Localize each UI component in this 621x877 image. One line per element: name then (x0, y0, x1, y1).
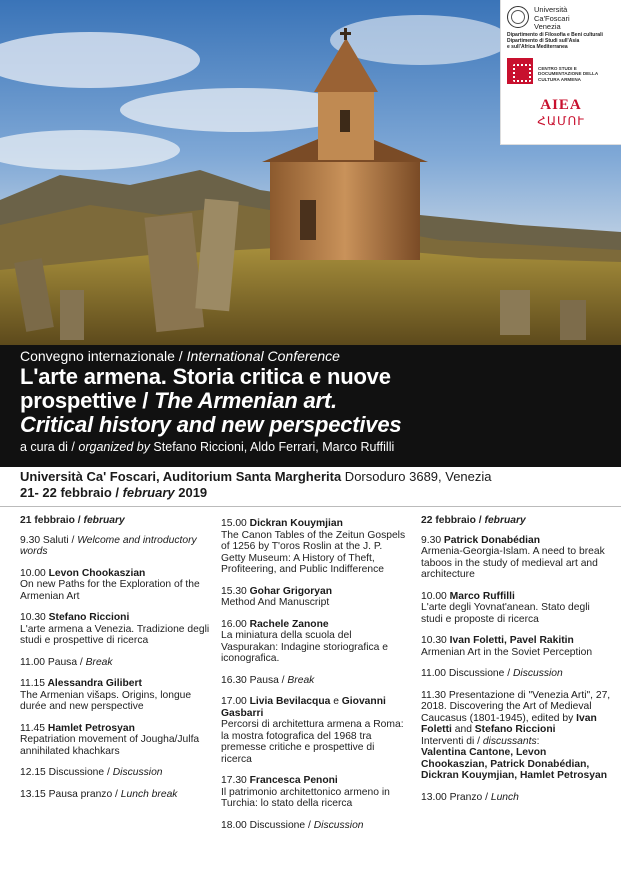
program-column-day2 (421, 515, 613, 813)
entry-heading (20, 678, 210, 690)
entry-heading (20, 612, 210, 624)
entry-heading (221, 518, 407, 530)
talk-title: Repatriation movement of Jougha/Julfa annihilated khachkars (20, 734, 200, 757)
program-entry (421, 792, 613, 804)
entry-time: 17.00 (221, 696, 247, 707)
entry-heading (421, 792, 613, 804)
entry-heading (421, 690, 613, 736)
university-name: Università Ca'Foscari Venezia (534, 5, 570, 31)
session-title-en: Discussion (512, 668, 563, 679)
program-entry (20, 657, 210, 669)
program-entry (221, 820, 407, 832)
talk-title: Method And Manuscript (221, 597, 330, 608)
program-entry (221, 696, 407, 765)
entry-time: 10.00 (20, 567, 46, 579)
speaker-joiner: e (330, 696, 342, 707)
divider (0, 506, 621, 507)
entry-time: 9.30 Saluti / (20, 534, 78, 546)
talk-title: Il patrimonio architettonico armeno in Turchia: lo stato della ricerca (221, 786, 390, 809)
entry-time: 15.30 (221, 585, 247, 597)
talk-title: The Armenian višaps. Origins, longue durée and new perspective (20, 689, 192, 712)
conference-type: Convegno internazionale / International Conference (20, 348, 340, 364)
speaker-name: Stefano Riccioni (45, 612, 130, 623)
program-entry (221, 619, 407, 665)
entry-time: 10.00 (421, 590, 447, 602)
day-heading: 22 febbraio / february (421, 515, 526, 526)
talk-title: Armenia-Georgia-Islam. A need to break taboos in the study of medieval art and architecture (421, 546, 605, 580)
university-logo (507, 6, 570, 32)
session-title-en: Discussion (313, 819, 364, 831)
edited-by: , edited by (525, 712, 577, 724)
title-banner (0, 345, 621, 467)
entry-heading (221, 675, 407, 687)
talk-title: La miniatura della scuola del Vaspurakan: Indagine storiografica e iconografica. (221, 630, 388, 664)
colon: : (536, 735, 540, 747)
program-entry (421, 635, 613, 658)
entry-time: 9.30 (421, 534, 442, 546)
editor-joiner: and (451, 724, 475, 735)
program-entry (20, 535, 210, 558)
session-title-en: Welcome and introductory words (20, 534, 197, 557)
speaker-name: Alessandra Gilibert (45, 678, 142, 689)
program-entry (20, 678, 210, 713)
entry-time: 15.00 (221, 518, 247, 529)
editor-name: Stefano Riccioni (474, 724, 556, 735)
entry-heading (20, 789, 210, 801)
session-title-en: Break (287, 674, 315, 686)
program-entry (20, 723, 210, 758)
entry-heading (421, 668, 613, 680)
program-entry (421, 591, 613, 626)
entry-time: 10.30 (20, 612, 46, 623)
program-entry (221, 775, 407, 810)
entry-heading (20, 767, 210, 779)
centro-studi-name: CENTRO STUDI E DOCUMENTAZIONE DELLA CULTURA ARMENA (538, 66, 599, 82)
entry-heading (221, 820, 407, 832)
speaker-name: Patrick Donabédian (441, 534, 541, 546)
entry-time: 17.30 (221, 775, 247, 786)
speaker-name: Gohar Grigoryan (246, 585, 333, 597)
program-column-day1-afternoon (221, 518, 407, 841)
entry-heading (421, 591, 613, 603)
talk-title: On new Paths for the Exploration of the Armenian Art (20, 579, 200, 602)
entry-heading (421, 635, 613, 647)
entry-time: 10.30 (421, 635, 447, 646)
conference-title (20, 365, 621, 437)
session-title-en: Break (85, 656, 113, 668)
program-entry (20, 789, 210, 801)
speaker-name: Giovanni Gasbarri (221, 696, 386, 719)
entry-heading (20, 723, 210, 735)
entry-heading (221, 586, 407, 598)
discussants-label: discussants (482, 735, 537, 747)
editor-name: Ivan Foletti (421, 712, 597, 735)
entry-time: 16.00 (221, 618, 247, 630)
aiea-label: AIEA (540, 97, 582, 113)
entry-heading (221, 619, 407, 631)
discussants-line (421, 736, 613, 748)
entry-heading (221, 775, 407, 787)
aiea-armenian-label: ՀԱՄՈՒ (537, 114, 585, 128)
entry-time: 11.00 Discussione / (421, 668, 513, 679)
session-title-en: Discussion (112, 767, 163, 778)
session-title: Presentazione di "Venezia Arti", 27, 2018. Discovering the Art of Medieval Caucasus (1801-1945) (421, 689, 611, 724)
program-entry (221, 518, 407, 576)
program-entry (20, 568, 210, 603)
speaker-name: Livia Bevilacqua (246, 696, 331, 707)
title-line-3: Critical history and new perspectives (20, 412, 402, 437)
entry-time: 11.00 Pausa / (20, 656, 86, 668)
speaker-name: Hamlet Petrosyan (45, 722, 135, 734)
university-seal-icon (507, 6, 529, 28)
aiea-logo (521, 97, 601, 139)
department-names: Dipartimento di Filosofia e Beni culturali Dipartimento di Studi sull'Asia e sull'Africa Mediterranea (507, 32, 603, 50)
talk-title: L'arte degli Yovnat'anean. Stato degli studi e proposte di ricerca (421, 602, 590, 625)
title-line-2: prospettive / The Armenian art. (20, 388, 337, 413)
talk-title: Percorsi di architettura armena a Roma: la mostra fotografica del 1968 tra premesse critiche e prospettive di ricerca (221, 719, 404, 765)
entry-heading (20, 657, 210, 669)
program-entry (421, 535, 613, 581)
entry-time: 18.00 Discussione / (221, 819, 314, 831)
venue-address: Università Ca' Foscari, Auditorium Santa Margherita Dorsoduro 3689, Venezia (20, 469, 492, 484)
centro-studi-logo (507, 58, 598, 84)
speaker-name: Dickran Kouymjian (246, 518, 343, 529)
session-title-en: Lunch break (120, 788, 178, 800)
program-entry (421, 668, 613, 680)
talk-title: The Canon Tables of the Zeitun Gospels of 1256 by T'oros Roslin at the J. P. Getty Museum: A History of Theft, Profiteering, and Public Indifference (221, 529, 406, 575)
program-entry (421, 690, 613, 782)
program-entry (221, 586, 407, 609)
entry-time: 13.00 Pranzo / (421, 791, 491, 803)
discussants-names: Valentina Cantone, Levon Chookaszian, Patrick Donabédian, Dickran Kouymjian, Hamlet Petrosyan (421, 747, 607, 781)
venue-info (20, 469, 610, 501)
entry-heading (20, 568, 210, 580)
program-entry (20, 612, 210, 647)
entry-heading (221, 696, 407, 719)
entry-time: 11.30 (421, 689, 447, 701)
program-entry (221, 675, 407, 687)
speaker-name: Levon Chookaszian (45, 567, 146, 579)
entry-time: 13.15 Pausa pranzo / (20, 788, 121, 800)
program-entry (20, 767, 210, 779)
entry-time: 12.15 Discussione / (20, 767, 113, 778)
speaker-name: Francesca Penoni (246, 775, 338, 786)
day-heading: 21 febbraio / february (20, 515, 125, 526)
entry-time: 11.15 (20, 678, 46, 689)
speaker-name: Marco Ruffilli (446, 590, 515, 602)
speaker-name: Rachele Zanone (246, 618, 329, 630)
armenian-ornament-icon (507, 58, 533, 84)
talk-title: L'arte armena a Venezia. Tradizione degli studi e prospettive di ricerca (20, 623, 210, 646)
organizers: a cura di / organized by Stefano Riccioni, Aldo Ferrari, Marco Ruffilli (20, 440, 395, 454)
interventi-label: Interventi di / (421, 735, 483, 747)
entry-heading (421, 535, 613, 547)
title-line-1: L'arte armena. Storia critica e nuove (20, 364, 391, 389)
program-column-day1-morning (20, 515, 210, 810)
talk-title: Armenian Art in the Soviet Perception (421, 646, 593, 658)
speaker-name: Ivan Foletti, Pavel Rakitin (446, 635, 574, 646)
entry-time: 16.30 Pausa / (221, 674, 288, 686)
logo-panel (500, 0, 621, 145)
entry-heading (20, 535, 210, 558)
conference-dates: 21- 22 febbraio / february 2019 (20, 485, 208, 500)
entry-time: 11.45 (20, 722, 46, 734)
session-title-en: Lunch (490, 791, 519, 803)
